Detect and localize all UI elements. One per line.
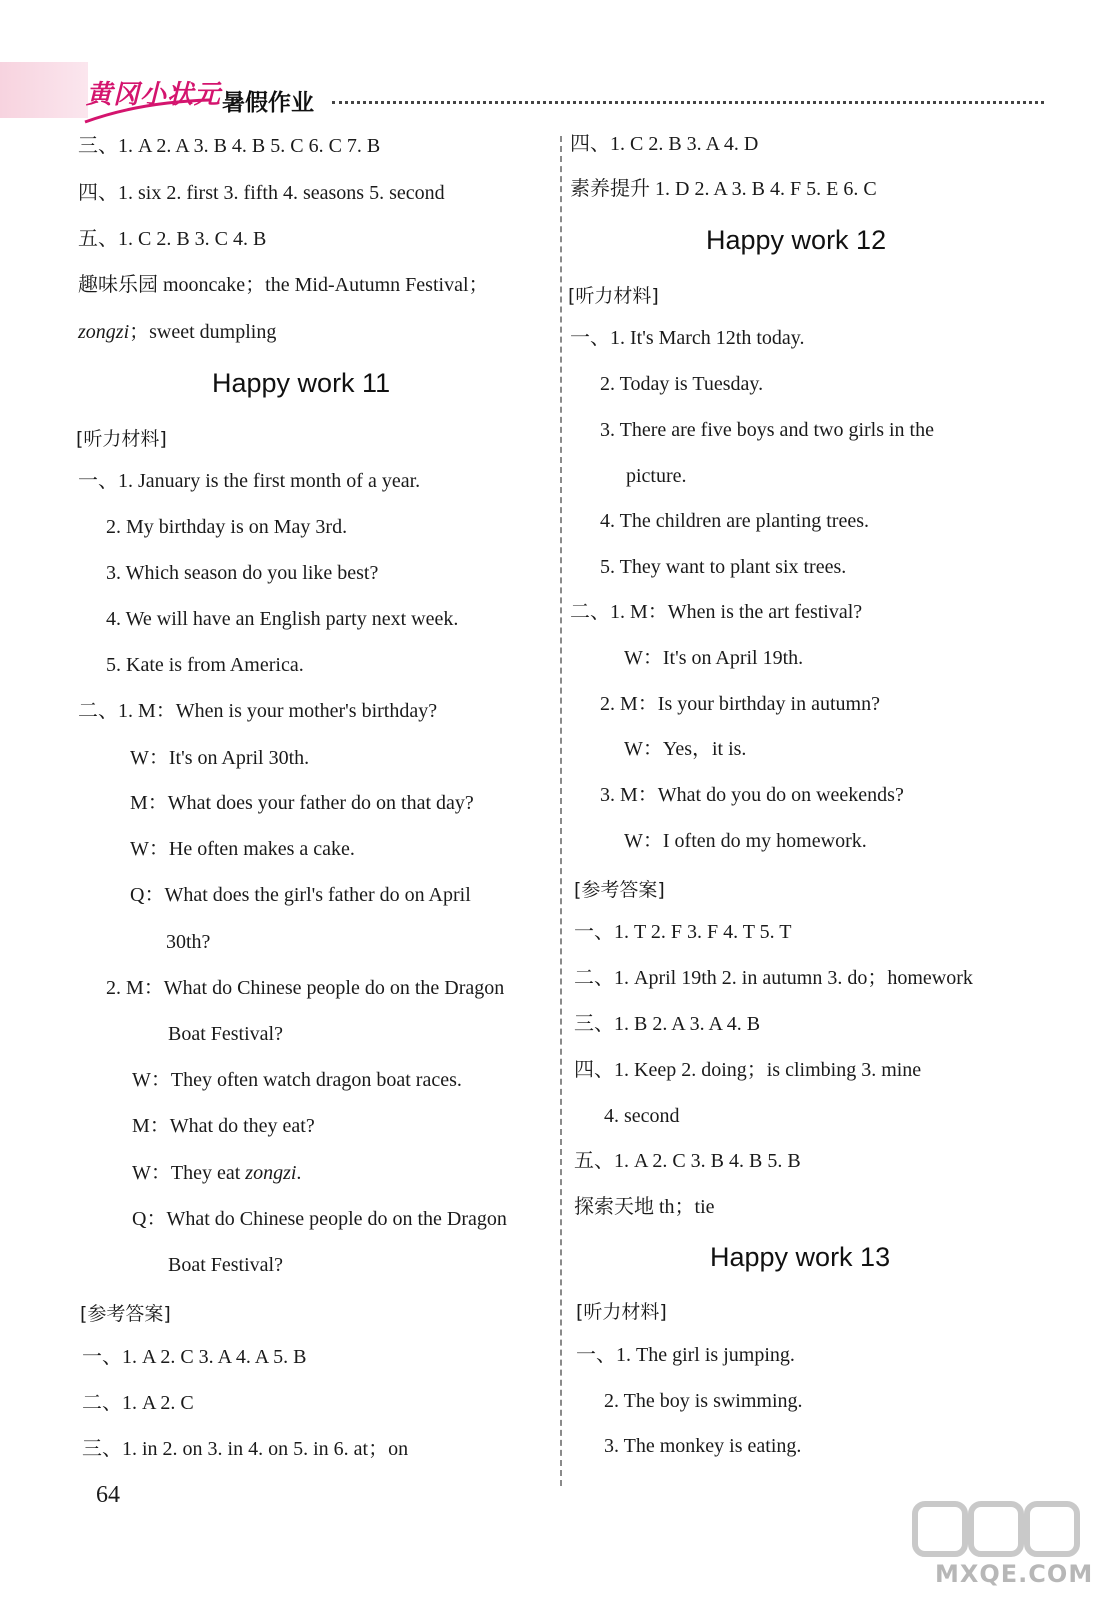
- dialogue-line: W：It's on April 19th.: [624, 647, 804, 669]
- listening-line: 5. Kate is from America.: [106, 654, 304, 676]
- dialogue-line: 2. M：What do Chinese people do on the Dragon: [106, 977, 505, 999]
- listening-line: 2. The boy is swimming.: [604, 1390, 803, 1412]
- answer-line: 趣味乐园 mooncake；the Mid-Autumn Festival；: [78, 274, 489, 296]
- answer-line: 二、1. April 19th 2. in autumn 3. do；homework: [574, 967, 973, 989]
- answer-line: 二、1. A 2. C: [82, 1392, 194, 1414]
- answer-line: 一、1. T 2. F 3. F 4. T 5. T: [574, 921, 792, 943]
- listening-label: [听力材料]: [576, 1301, 667, 1323]
- dialogue-line: Boat Festival?: [168, 1023, 283, 1045]
- dialogue-line: W：He often makes a cake.: [130, 838, 355, 860]
- listening-label: [听力材料]: [76, 428, 167, 450]
- dialogue-line: W：Yes，it is.: [624, 738, 747, 760]
- dialogue-line: M：What does your father do on that day?: [130, 792, 474, 814]
- listening-line: 3. There are five boys and two girls in the: [600, 419, 934, 441]
- listening-line: 4. We will have an English party next week.: [106, 608, 459, 630]
- listening-label: [听力材料]: [568, 285, 659, 307]
- dialogue-line: M：What do they eat?: [132, 1115, 315, 1137]
- watermark-text: MXQE.COM: [935, 1560, 1094, 1588]
- header-pink-band: [0, 62, 88, 118]
- listening-line: picture.: [626, 465, 687, 487]
- dialogue-line: 3. M：What do you do on weekends?: [600, 784, 904, 806]
- listening-line: 2. Today is Tuesday.: [600, 373, 764, 395]
- page-number: 64: [96, 1482, 120, 1508]
- answer-line: 一、1. A 2. C 3. A 4. A 5. B: [82, 1346, 307, 1368]
- answer-line: 三、1. B 2. A 3. A 4. B: [574, 1013, 761, 1035]
- listening-line: 5. They want to plant six trees.: [600, 556, 847, 578]
- dialogue-line: 2. M：Is your birthday in autumn?: [600, 693, 880, 715]
- answer-line: 4. second: [604, 1105, 680, 1127]
- listening-line: 一、1. January is the first month of a year.: [78, 470, 421, 492]
- dialogue-line: 二、1. M：When is your mother's birthday?: [78, 700, 438, 722]
- answer-line: 五、1. A 2. C 3. B 4. B 5. B: [574, 1150, 801, 1172]
- dialogue-line: Boat Festival?: [168, 1254, 283, 1276]
- answer-line: 素养提升 1. D 2. A 3. B 4. F 5. E 6. C: [570, 178, 877, 200]
- dialogue-line: 二、1. M：When is the art festival?: [570, 601, 863, 623]
- italic-word: zongzi: [245, 1162, 297, 1184]
- dialogue-line: W：They often watch dragon boat races.: [132, 1069, 462, 1091]
- listening-line: 4. The children are planting trees.: [600, 510, 869, 532]
- listening-line: 3. The monkey is eating.: [604, 1435, 802, 1457]
- answer-line: 探索天地 th；tie: [574, 1196, 715, 1218]
- dialogue-line: W：I often do my homework.: [624, 830, 867, 852]
- listening-line: 3. Which season do you like best?: [106, 562, 379, 584]
- header-dotted-rule: [332, 101, 1044, 104]
- dialogue-text: .: [296, 1162, 302, 1184]
- dialogue-text: W：They eat: [132, 1162, 246, 1184]
- section-title-12: Happy work 12: [706, 225, 887, 255]
- answers-label: [参考答案]: [80, 1303, 171, 1325]
- section-title-11: Happy work 11: [212, 368, 391, 398]
- dialogue-line: [132, 1161, 301, 1185]
- header-title: 暑假作业: [222, 90, 314, 116]
- brand-swoosh-icon: [80, 92, 220, 132]
- dialogue-line: Q：What does the girl's father do on April: [130, 884, 471, 906]
- answer-line: 四、1. six 2. first 3. fifth 4. seasons 5. second: [78, 182, 445, 204]
- dialogue-line: W：It's on April 30th.: [130, 747, 310, 769]
- answer-text: ；sweet dumpling: [129, 321, 277, 343]
- column-divider: [560, 136, 562, 1486]
- listening-line: 2. My birthday is on May 3rd.: [106, 516, 348, 538]
- answer-line: 三、1. in 2. on 3. in 4. on 5. in 6. at；on: [82, 1438, 409, 1460]
- dialogue-line: 30th?: [166, 931, 211, 953]
- section-title-13: Happy work 13: [710, 1242, 891, 1272]
- italic-word: zongzi: [78, 321, 130, 343]
- page-header: [0, 0, 1112, 130]
- listening-line: 一、1. The girl is jumping.: [576, 1344, 795, 1366]
- answer-line: 五、1. C 2. B 3. C 4. B: [78, 228, 267, 250]
- answers-label: [参考答案]: [574, 879, 665, 901]
- dialogue-line: Q：What do Chinese people do on the Dragon: [132, 1208, 507, 1230]
- answer-line: 四、1. C 2. B 3. A 4. D: [570, 133, 759, 155]
- answer-line: [78, 320, 276, 344]
- answer-line: 四、1. Keep 2. doing；is climbing 3. mine: [574, 1059, 922, 1081]
- brand-logo: 黄冈小状元: [86, 80, 222, 110]
- listening-line: 一、1. It's March 12th today.: [570, 327, 805, 349]
- answer-line: 三、1. A 2. A 3. B 4. B 5. C 6. C 7. B: [78, 135, 381, 157]
